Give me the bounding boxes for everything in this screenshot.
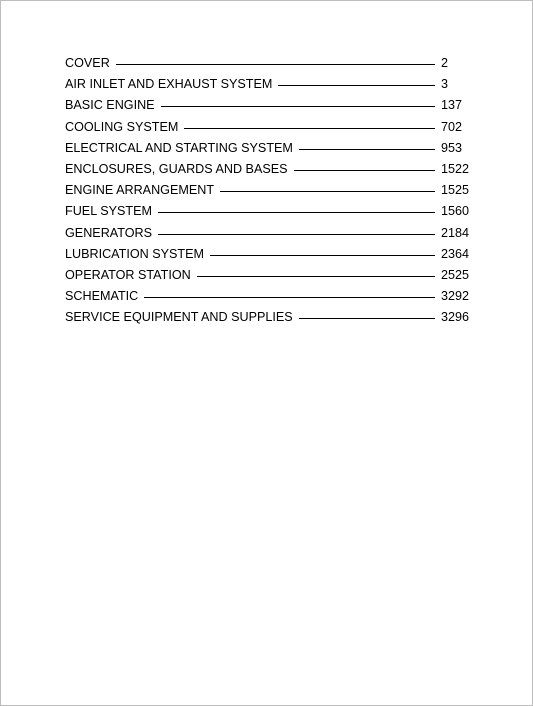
toc-entry-title: LUBRICATION SYSTEM: [65, 246, 205, 261]
toc-leader-line: [210, 255, 435, 256]
toc-leader-line: [197, 276, 435, 277]
toc-leader-line: [158, 234, 435, 235]
toc-entry-page: 2: [441, 56, 449, 70]
toc-entry-page: 3292: [441, 289, 470, 304]
toc-leader-line: [220, 191, 435, 192]
toc-entry-title: AIR INLET AND EXHAUST SYSTEM: [65, 77, 273, 92]
toc-entry-enclosures-guards-and-bases[interactable]: [65, 159, 471, 180]
toc-entry-cover[interactable]: [65, 53, 471, 74]
toc-entry-page: 1525: [441, 183, 470, 198]
toc-entry-page: 1522: [441, 161, 470, 176]
toc-leader-line: [144, 297, 435, 298]
toc-entry-basic-engine[interactable]: [65, 95, 471, 116]
toc-entry-title: ENGINE ARRANGEMENT: [65, 183, 215, 198]
toc-entry-page: 953: [441, 140, 463, 155]
toc-entry-title: OPERATOR STATION: [65, 267, 191, 282]
toc-entry-title: ENCLOSURES, GUARDS AND BASES: [65, 161, 288, 176]
toc-entry-page: 3296: [441, 310, 470, 325]
toc-entry-title: SCHEMATIC: [65, 289, 139, 304]
toc-entry-electrical-and-starting-system[interactable]: [65, 138, 471, 159]
toc-entry-page: 3: [441, 77, 449, 92]
toc-leader-line: [116, 64, 435, 65]
table-of-contents: [65, 53, 471, 328]
toc-entry-fuel-system[interactable]: [65, 201, 471, 222]
toc-entry-page: 137: [441, 98, 463, 113]
toc-entry-title: GENERATORS: [65, 225, 153, 240]
toc-leader-line: [278, 85, 435, 86]
toc-entry-operator-station[interactable]: [65, 265, 471, 286]
toc-entry-schematic[interactable]: [65, 286, 471, 307]
toc-entry-service-equipment-and-supplies[interactable]: [65, 307, 471, 328]
toc-entry-generators[interactable]: [65, 223, 471, 244]
toc-leader-line: [161, 106, 435, 107]
toc-entry-title: COVER: [65, 56, 110, 70]
toc-entry-engine-arrangement[interactable]: [65, 180, 471, 201]
toc-entry-title: ELECTRICAL AND STARTING SYSTEM: [65, 140, 293, 155]
toc-entry-page: 2364: [441, 246, 470, 261]
toc-entry-page: 2184: [441, 225, 470, 240]
toc-leader-line: [158, 212, 435, 213]
toc-entry-title: BASIC ENGINE: [65, 98, 155, 113]
toc-entry-lubrication-system[interactable]: [65, 244, 471, 265]
toc-leader-line: [299, 149, 435, 150]
toc-entry-title: COOLING SYSTEM: [65, 119, 179, 134]
toc-entry-air-inlet-and-exhaust-system[interactable]: [65, 74, 471, 95]
toc-entry-title: SERVICE EQUIPMENT AND SUPPLIES: [65, 310, 293, 325]
toc-entry-cooling-system[interactable]: [65, 117, 471, 138]
toc-leader-line: [299, 318, 435, 319]
toc-entry-page: 2525: [441, 267, 470, 282]
toc-leader-line: [184, 128, 435, 129]
toc-entry-page: 1560: [441, 204, 470, 219]
toc-entry-title: FUEL SYSTEM: [65, 204, 153, 219]
toc-leader-line: [294, 170, 435, 171]
toc-entry-page: 702: [441, 119, 463, 134]
